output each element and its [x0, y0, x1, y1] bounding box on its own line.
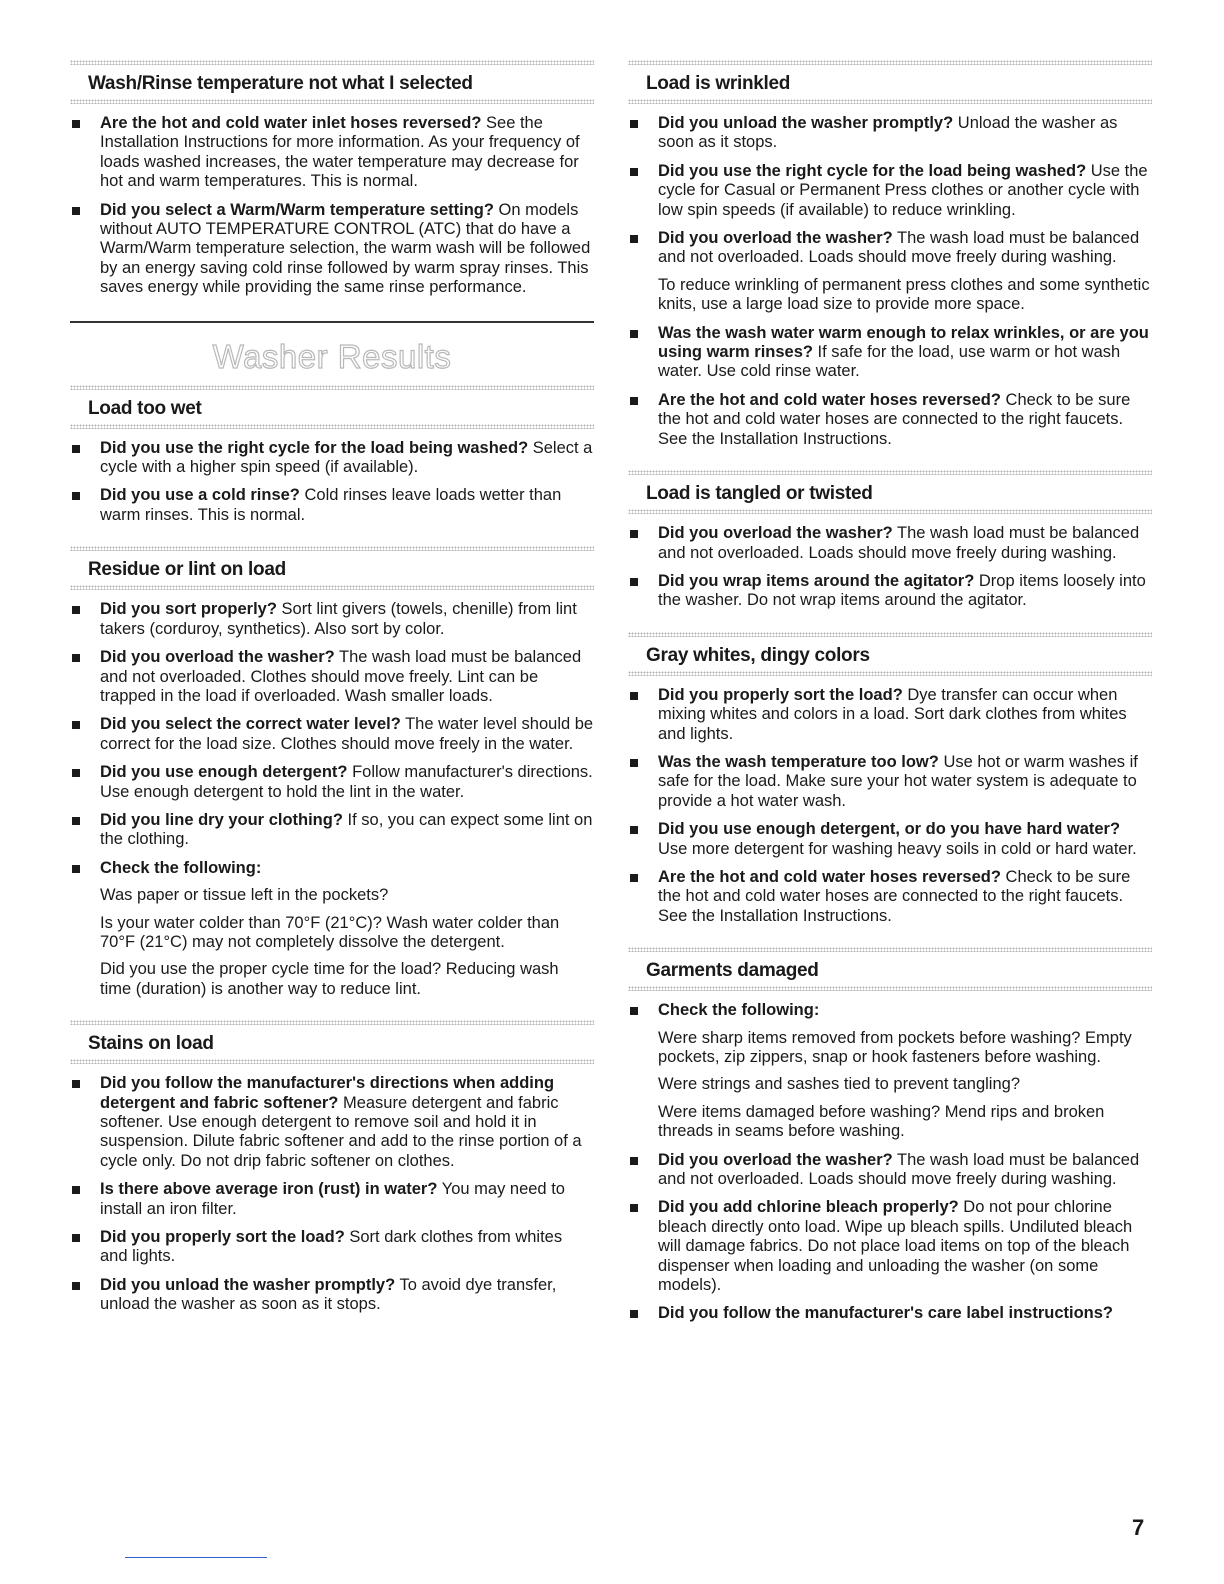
answer-text: The wash load must be balanced and not overloaded. Clothes should move freely. Lint can be trapped in the load if overloaded. Wash smaller loads. — [100, 648, 582, 705]
question-text: Did you unload the washer promptly? — [100, 1275, 396, 1294]
list-item — [628, 1304, 1152, 1323]
answer-text: The wash load must be balanced and not overloaded. Loads should move freely during washing. — [658, 1150, 1140, 1189]
dotted-rule — [70, 1020, 594, 1025]
question-text: Did you use the right cycle for the load being washed? — [100, 438, 529, 457]
question-text: Check the following: — [658, 1001, 820, 1020]
item-list — [628, 114, 1152, 449]
answer-text: Do not pour chlorine bleach directly onto load. Wipe up bleach spills. Undiluted bleach will damage fabrics. Do not place load items on top of the bleach dispenser when loading and unloading the washer (on some models). — [658, 1198, 1133, 1295]
list-item — [628, 229, 1152, 315]
list-item — [70, 715, 594, 754]
dotted-rule — [628, 60, 1152, 65]
troubleshooting-section — [628, 60, 1152, 470]
list-item — [70, 486, 594, 525]
troubleshooting-section — [70, 546, 594, 1020]
list-item — [628, 820, 1152, 859]
question-text: Did you select the correct water level? — [100, 715, 401, 734]
list-item — [70, 1074, 594, 1171]
answer-text: Select a cycle with a higher spin speed (if available). — [100, 438, 593, 477]
section-heading: Wash/Rinse temperature not what I selected — [88, 73, 473, 94]
question-text: Did you sort properly? — [100, 600, 277, 619]
item-list — [628, 524, 1152, 611]
troubleshooting-section — [70, 1020, 594, 1335]
list-item — [70, 859, 594, 999]
list-item — [70, 811, 594, 850]
list-item — [70, 1180, 594, 1219]
question-text: Did you add chlorine bleach properly? — [658, 1198, 959, 1217]
answer-text: If so, you can expect some lint on the clothing. — [100, 810, 593, 849]
dotted-rule — [628, 671, 1152, 676]
question-text: Are the hot and cold water inlet hoses reversed? — [100, 114, 482, 132]
item-list — [628, 1001, 1152, 1324]
question-text: Was the wash water warm enough to relax wrinkles, or are you using warm rinses? — [658, 323, 1149, 362]
washer-results-title: Washer Results — [212, 337, 452, 375]
question-text: Did you use enough detergent? — [100, 763, 348, 782]
question-text: Did you select a Warm/Warm temperature setting? — [100, 200, 494, 219]
answer-text: Unload the washer as soon as it stops. — [658, 114, 1118, 152]
troubleshooting-section — [628, 470, 1152, 632]
dotted-rule — [628, 986, 1152, 991]
question-text: Did you overload the washer? — [658, 229, 893, 248]
dotted-rule — [628, 632, 1152, 637]
sub-paragraph: Were strings and sashes tied to prevent tangling? — [658, 1075, 1020, 1094]
question-text: Did you properly sort the load? — [100, 1228, 345, 1247]
answer-text: See the Installation Instructions for more information. As your frequency of loads washed increases, the water temperature may decrease for hot and warm temperatures. This is normal. — [100, 114, 580, 191]
sub-paragraph: To reduce wrinkling of permanent press clothes and some synthetic knits, use a large load size to provide more space. — [658, 275, 1150, 314]
right-column — [628, 60, 1152, 1345]
item-list — [70, 1074, 594, 1314]
question-text: Check the following: — [100, 858, 262, 877]
question-text: Did you use enough detergent, or do you have hard water? — [658, 820, 1121, 839]
answer-text: Cold rinses leave loads wetter than warm rinses. This is normal. — [100, 486, 562, 524]
list-item — [70, 600, 594, 639]
troubleshooting-section — [628, 947, 1152, 1345]
list-item — [70, 1276, 594, 1315]
answer-text: If safe for the load, use warm or hot wash water. Use cold rinse water. — [658, 343, 1121, 381]
dotted-rule — [70, 1059, 594, 1064]
list-item — [628, 524, 1152, 563]
list-item — [628, 868, 1152, 926]
question-text: Did you overload the washer? — [658, 524, 893, 543]
question-text: Did you follow the manufacturer's care label instructions? — [658, 1304, 1114, 1323]
question-text: Was the wash temperature too low? — [658, 752, 939, 771]
list-item — [628, 1151, 1152, 1190]
footer-rule — [125, 1557, 267, 1558]
answer-text: Use more detergent for washing heavy soils in cold or hard water. — [658, 839, 1137, 858]
section-heading: Load is wrinkled — [646, 73, 791, 94]
sub-paragraph: Did you use the proper cycle time for the load? Reducing wash time (duration) is another way to reduce lint. — [100, 960, 559, 998]
dotted-rule — [70, 99, 594, 104]
left-sections — [70, 385, 594, 1336]
list-item — [628, 1001, 1152, 1141]
answer-text: The wash load must be balanced and not overloaded. Loads should move freely during washing. — [658, 229, 1140, 267]
list-item — [70, 763, 594, 802]
question-text: Did you wrap items around the agitator? — [658, 571, 975, 590]
item-list — [70, 114, 594, 298]
question-text: Did you follow the manufacturer's directions when adding detergent and fabric softener? — [100, 1074, 555, 1112]
answer-text: Check to be sure the hot and cold water hoses are connected to the right faucets. See the Installation Instructions. — [658, 390, 1131, 448]
list-item — [628, 391, 1152, 449]
dotted-rule — [70, 424, 594, 429]
answer-text: You may need to install an iron filter. — [100, 1180, 565, 1218]
question-text: Did you unload the washer promptly? — [658, 114, 954, 132]
question-text: Did you use a cold rinse? — [100, 486, 300, 505]
answer-text: Dye transfer can occur when mixing whites and colors in a load. Sort dark clothes from whites and lights. — [658, 685, 1127, 743]
list-item — [628, 753, 1152, 811]
question-text: Is there above average iron (rust) in water? — [100, 1180, 438, 1199]
dotted-rule — [70, 546, 594, 551]
list-item — [70, 1228, 594, 1267]
question-text: Did you overload the washer? — [100, 648, 335, 667]
answer-text: Measure detergent and fabric softener. Use enough detergent to remove soil and hold it in suspension. Dilute fabric softener and add to the rinse portion of a cycle only. Do not drip fabric softener on clothes. — [100, 1093, 582, 1170]
question-text: Did you use the right cycle for the load being washed? — [658, 161, 1087, 180]
dotted-rule — [628, 947, 1152, 952]
section-heading: Stains on load — [88, 1033, 214, 1055]
answer-text: Follow manufacturer's directions. Use enough detergent to hold the lint in the water. — [100, 763, 593, 801]
right-sections — [628, 60, 1152, 1345]
list-item — [70, 201, 594, 298]
question-text: Did you overload the washer? — [658, 1150, 893, 1169]
question-text: Did you line dry your clothing? — [100, 810, 343, 829]
answer-text: On models without AUTO TEMPERATURE CONTROL (ATC) that do have a Warm/Warm temperature selection, the warm wash will be followed by an energy saving cold rinse followed by warm spray rinses. This saves energy while providing the same rinse performance. — [100, 200, 591, 297]
answer-text: Use the cycle for Casual or Permanent Press clothes or another cycle with low spin speeds (if available) to reduce wrinkling. — [658, 161, 1148, 219]
troubleshooting-section — [70, 60, 594, 319]
question-text: Did you properly sort the load? — [658, 685, 903, 704]
item-list — [70, 439, 594, 526]
dotted-rule — [628, 99, 1152, 104]
list-item — [70, 439, 594, 478]
list-item — [628, 686, 1152, 744]
dotted-rule — [70, 585, 594, 590]
section-heading: Garments damaged — [646, 960, 819, 982]
section-heading: Residue or lint on load — [88, 559, 286, 581]
answer-text: Drop items loosely into the washer. Do not wrap items around the agitator. — [658, 571, 1146, 610]
list-item — [628, 114, 1152, 153]
dotted-rule — [70, 60, 594, 65]
sub-paragraph: Is your water colder than 70°F (21°C)? Wash water colder than 70°F (21°C) may not completely dissolve the detergent. — [100, 913, 560, 951]
section-heading: Load too wet — [88, 397, 202, 419]
list-item — [628, 162, 1152, 220]
list-item — [628, 1198, 1152, 1295]
troubleshooting-section — [628, 632, 1152, 947]
dotted-rule — [628, 509, 1152, 514]
answer-text: To avoid dye transfer, unload the washer as soon as it stops. — [100, 1275, 557, 1314]
dotted-rule — [628, 470, 1152, 475]
item-list — [70, 600, 594, 999]
answer-text: Use hot or warm washes if safe for the load. Make sure your hot water system is adequate to provide a hot water wash. — [658, 752, 1138, 810]
section-heading: Load is tangled or twisted — [646, 483, 873, 505]
answer-text: The water level should be correct for the load size. Clothes should move freely in the water. — [100, 715, 594, 753]
question-text: Are the hot and cold water hoses reversed? — [658, 867, 1001, 886]
item-list — [628, 686, 1152, 926]
sub-paragraph: Were items damaged before washing? Mend rips and broken threads in seams before washing. — [658, 1102, 1105, 1141]
troubleshooting-section — [70, 385, 594, 547]
list-item — [628, 572, 1152, 611]
section-heading: Gray whites, dingy colors — [646, 644, 870, 666]
question-text: Are the hot and cold water hoses reversed? — [658, 390, 1001, 409]
sub-paragraph: Were sharp items removed from pockets before washing? Empty pockets, zip zippers, snap or hook fasteners before washing. — [658, 1028, 1132, 1066]
dotted-rule — [70, 385, 594, 390]
section-divider — [70, 321, 594, 323]
answer-text: The wash load must be balanced and not overloaded. Loads should move freely during washing. — [658, 524, 1140, 562]
answer-text: Sort lint givers (towels, chenille) from lint takers (corduroy, synthetics). Also sort by color. — [100, 600, 577, 638]
sub-paragraph: Was paper or tissue left in the pockets? — [100, 886, 389, 905]
answer-text: Sort dark clothes from whites and lights. — [100, 1228, 563, 1266]
list-item — [628, 324, 1152, 382]
left-column — [70, 60, 594, 1336]
left-top-sections — [70, 60, 594, 319]
answer-text: Check to be sure the hot and cold water hoses are connected to the right faucets. See the Installation Instructions. — [658, 867, 1131, 925]
list-item — [70, 648, 594, 706]
page-number: 7 — [1132, 1515, 1145, 1540]
list-item — [70, 114, 594, 192]
